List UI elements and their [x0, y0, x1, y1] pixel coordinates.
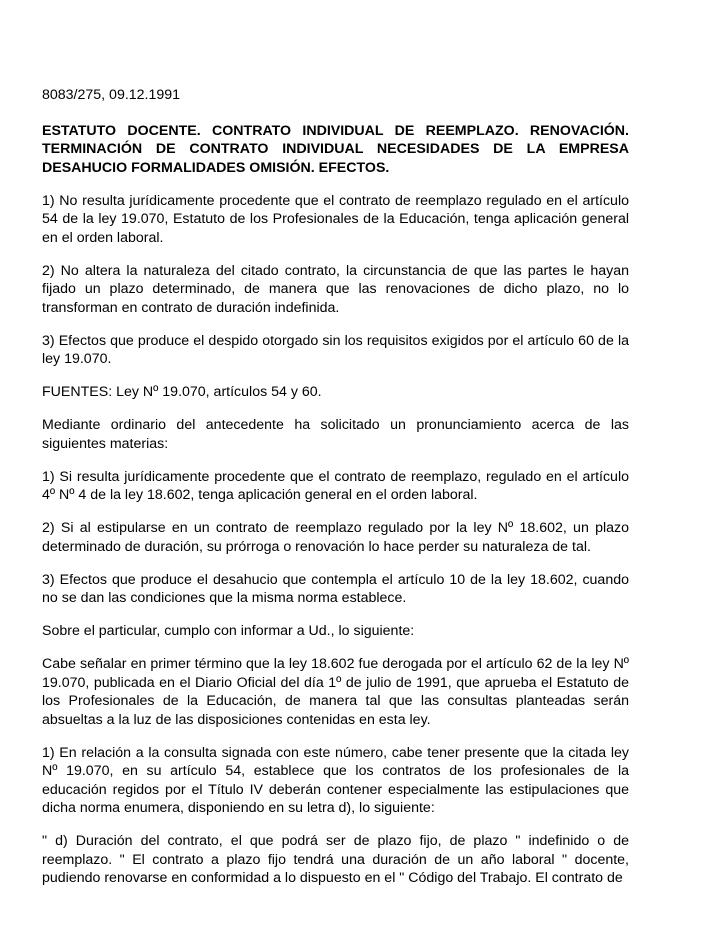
paragraph-derogation: Cabe señalar en primer término que la ley 18.602 fue derogada por el artículo 62 de la ley Nº 19.070, publicada en el Diario Oficial del día 1º de julio de 1991, que aprueba el Estatuto de los Profesionales de la Educación, de manera tal que las consultas planteadas serán absueltas a la luz de las disposiciones contenidas en esta ley. — [42, 656, 629, 728]
document-reference: 8083/275, 09.12.1991 — [42, 87, 181, 103]
paragraph-sources: FUENTES: Ley Nº 19.070, artículos 54 y 60. — [42, 384, 322, 400]
paragraph-conclusion-2: 2) No altera la naturaleza del citado contrato, la circunstancia de que las partes le hayan fijado un plazo determinado, de manera que las renovaciones de dicho plazo, no lo transforman en contrato de duración indefinida. — [42, 262, 629, 316]
paragraph-conclusion-3: 3) Efectos que produce el despido otorgado sin los requisitos exigidos por el artículo 60 de la ley 19.070. — [42, 332, 629, 367]
paragraph-request: Mediante ordinario del antecedente ha solicitado un pronunciamiento acerca de las siguientes materias: — [42, 417, 629, 452]
document-page — [42, 86, 629, 902]
paragraph-question-3: 3) Efectos que produce el desahucio que contempla el artículo 10 de la ley 18.602, cuando no se dan las condiciones que la misma norma establece. — [42, 571, 629, 606]
document-heading: ESTATUTO DOCENTE. CONTRATO INDIVIDUAL DE REEMPLAZO. RENOVACIÓN. TERMINACIÓN DE CONTRATO INDIVIDUAL NECESIDADES DE LA EMPRESA DESAHUCIO FORMALIDADES OMISIÓN. EFECTOS. — [42, 122, 629, 176]
paragraph-conclusion-1: 1) No resulta jurídicamente procedente que el contrato de reemplazo regulado en el artículo 54 de la ley 19.070, Estatuto de los Profesionales de la Educación, tenga aplicación general en el orden laboral. — [42, 192, 629, 246]
paragraph-inform: Sobre el particular, cumplo con informar a Ud., lo siguiente: — [42, 623, 415, 639]
paragraph-question-2: 2) Si al estipularse en un contrato de reemplazo regulado por la ley Nº 18.602, un plazo determinado de duración, su prórroga o renovación lo hace perder su naturaleza de tal. — [42, 520, 629, 555]
paragraph-question-1: 1) Si resulta jurídicamente procedente que el contrato de reemplazo, regulado en el artículo 4º Nº 4 de la ley 18.602, tenga aplicación general en el orden laboral. — [42, 468, 629, 503]
paragraph-quote: " d) Duración del contrato, el que podrá ser de plazo fijo, de plazo " indefinido o de reemplazo. " El contrato a plazo fijo tendrá una duración de un año laboral " docente, pudiendo renovarse en conformidad a lo dispuesto en el " Código del Trabajo. El contrato de — [42, 833, 629, 886]
paragraph-answer-1: 1) En relación a la consulta signada con este número, cabe tener presente que la citada ley Nº 19.070, en su artículo 54, establece que los contratos de los profesionales de la educación regidos por el Título IV deberán contener especialmente las estipulaciones que dicha norma enumera, disponiendo en su letra d), lo siguiente: — [42, 744, 629, 816]
